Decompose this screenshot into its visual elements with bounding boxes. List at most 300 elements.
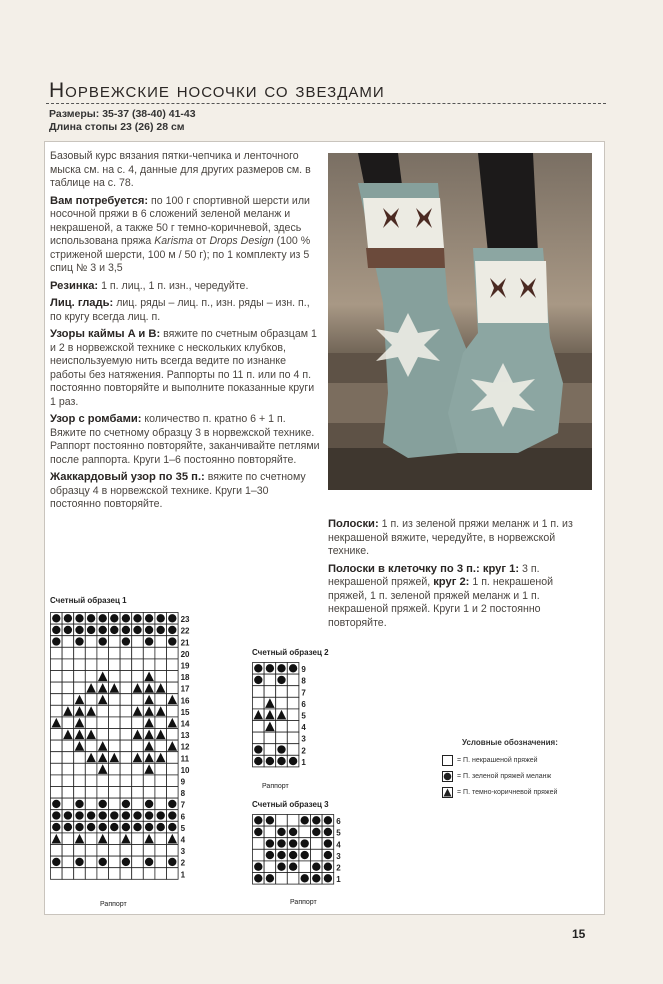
materials-text-a: по 100 г спортивной шерсти или носочной пряжи в 6 сложений зеленой меланж и некрашеной, а также 50 г темно-коричневой, здесь использована пряжа: [50, 194, 310, 247]
grid-cell: [109, 647, 121, 659]
row-number: 18: [180, 673, 190, 683]
grid-cell: [51, 752, 63, 764]
stripes-paragraph: [328, 518, 594, 559]
grid-cell: [132, 775, 144, 787]
border-paragraph: [50, 328, 320, 409]
grid-cell: [264, 744, 276, 756]
grid-cell: [97, 729, 109, 741]
row-number: 6: [301, 699, 306, 709]
dot-mark: [122, 858, 130, 866]
dot-mark: [52, 626, 60, 634]
grid-cell: [132, 636, 144, 648]
grid-cell: [85, 694, 97, 706]
jacquard-text: вяжите по счетному образцу 4 в норвежской технике. Круги 1–30 постоянно повторяйте.: [50, 471, 306, 510]
dot-mark: [301, 874, 309, 882]
page-number: 15: [572, 927, 586, 941]
dot-mark: [277, 851, 285, 859]
grid-cell: [109, 868, 121, 880]
grid-cell: [132, 740, 144, 752]
row-number: 8: [301, 676, 306, 686]
row-number: 4: [301, 723, 306, 733]
dot-mark: [289, 757, 297, 765]
grid-cell: [276, 815, 288, 827]
grid-cell: [85, 868, 97, 880]
legend-brown-text: = П. темно-коричневой пряжей: [457, 788, 558, 796]
grid-cell: [85, 659, 97, 671]
dot-mark: [145, 858, 153, 866]
grid-cell: [74, 775, 86, 787]
grid-cell: [132, 717, 144, 729]
grid-cell: [120, 671, 132, 683]
dot-mark: [289, 863, 297, 871]
dot-mark: [52, 823, 60, 831]
grid-cell: [85, 763, 97, 775]
check-text-b: 1 п. некрашеной пряжей, 1 п. зеленой пряжей меланж и 1 п. некрашеной пряжей. Круги 1 и 2 постоянно повторяйте.: [328, 576, 554, 629]
grid-cell: [155, 787, 167, 799]
dot-mark: [301, 816, 309, 824]
size-info: [49, 108, 196, 134]
grid-cell: [109, 659, 121, 671]
grid-cell: [51, 763, 63, 775]
dot-mark: [52, 800, 60, 808]
row-number: 3: [180, 847, 186, 857]
row-number: 1: [301, 757, 306, 767]
row-number: 12: [180, 742, 190, 752]
dot-mark: [157, 823, 165, 831]
dot-mark: [145, 637, 153, 645]
dot-mark: [266, 664, 274, 672]
grid-cell: [253, 849, 265, 861]
dot-mark: [277, 839, 285, 847]
grid-cell: [120, 647, 132, 659]
dot-mark: [168, 800, 176, 808]
dot-mark: [99, 811, 107, 819]
grid-cell: [62, 647, 74, 659]
diamond-label: Узор с ромбами:: [50, 413, 142, 425]
grid-cell: [85, 856, 97, 868]
stockinette-label: Лиц. гладь:: [50, 297, 114, 309]
dot-mark: [277, 828, 285, 836]
grid-cell: [155, 763, 167, 775]
grid-cell: [74, 752, 86, 764]
grid-cell: [74, 868, 86, 880]
row-number: 9: [180, 777, 186, 787]
dot-mark: [99, 626, 107, 634]
dot-mark: [277, 757, 285, 765]
grid-cell: [155, 636, 167, 648]
grid-cell: [155, 868, 167, 880]
grid-cell: [74, 682, 86, 694]
grid-cell: [62, 833, 74, 845]
grid-cell: [109, 636, 121, 648]
dot-mark: [75, 823, 83, 831]
grid-cell: [97, 775, 109, 787]
grid-cell: [62, 787, 74, 799]
grid-cell: [276, 686, 288, 698]
grid-cell: [120, 659, 132, 671]
grid-cell: [167, 752, 179, 764]
row-number: 6: [336, 817, 341, 827]
grid-cell: [287, 709, 299, 721]
legend: [442, 738, 602, 800]
grid-cell: [85, 717, 97, 729]
grid-cell: [62, 740, 74, 752]
grid-cell: [155, 798, 167, 810]
dot-mark: [145, 823, 153, 831]
dot-mark: [266, 874, 274, 882]
grid-cell: [109, 856, 121, 868]
grid-cell: [155, 717, 167, 729]
dot-mark: [254, 745, 262, 753]
grid-cell: [264, 674, 276, 686]
dot-mark: [110, 811, 118, 819]
row-number: 2: [336, 863, 341, 873]
grid-cell: [264, 861, 276, 873]
grid-cell: [109, 729, 121, 741]
chart3-title: Счетный образец 3: [252, 800, 329, 809]
dot-mark: [64, 811, 72, 819]
dot-mark: [254, 664, 262, 672]
grid-cell: [120, 775, 132, 787]
grid-cell: [51, 740, 63, 752]
row-number: 5: [180, 823, 186, 833]
dot-mark: [266, 851, 274, 859]
dot-mark: [99, 614, 107, 622]
check-label-2: круг 2:: [433, 576, 470, 588]
chart1-repeat-label: Раппорт: [100, 901, 127, 908]
grid-cell: [62, 775, 74, 787]
grid-cell: [62, 856, 74, 868]
grid-cell: [97, 659, 109, 671]
grid-cell: [287, 873, 299, 885]
dot-mark: [168, 614, 176, 622]
dot-mark: [64, 614, 72, 622]
dot-mark: [64, 626, 72, 634]
grid-cell: [51, 694, 63, 706]
dot-mark: [157, 626, 165, 634]
grid-cell: [85, 787, 97, 799]
sizes-line: Размеры: 35-37 (38-40) 41-43: [49, 108, 196, 120]
grid-cell: [132, 763, 144, 775]
grid-cell: [120, 740, 132, 752]
grid-cell: [287, 686, 299, 698]
grid-cell: [143, 659, 155, 671]
grid-cell: [132, 845, 144, 857]
legend-row-brown: [442, 784, 602, 800]
grid-cell: [167, 647, 179, 659]
grid-cell: [85, 671, 97, 683]
grid-cell: [109, 833, 121, 845]
grid-cell: [287, 697, 299, 709]
grid-cell: [62, 682, 74, 694]
grid-cell: [51, 845, 63, 857]
grid-cell: [167, 868, 179, 880]
grid-cell: [253, 838, 265, 850]
dot-mark: [122, 614, 130, 622]
grid-cell: [74, 647, 86, 659]
dot-mark: [324, 851, 332, 859]
dot-mark: [254, 828, 262, 836]
dot-mark: [133, 614, 141, 622]
grid-cell: [167, 775, 179, 787]
row-number: 4: [180, 835, 186, 845]
dot-mark: [168, 626, 176, 634]
grid-cell: [143, 787, 155, 799]
grid-cell: [287, 815, 299, 827]
row-number: 5: [336, 828, 341, 838]
dot-mark: [324, 816, 332, 824]
row-number: 22: [180, 626, 190, 636]
grid-cell: [155, 833, 167, 845]
grid-cell: [85, 647, 97, 659]
empty-square-icon: [442, 755, 453, 766]
row-number: 7: [301, 688, 306, 698]
dot-mark: [324, 863, 332, 871]
grid-cell: [51, 787, 63, 799]
dot-mark: [122, 637, 130, 645]
grid-cell: [167, 659, 179, 671]
grid-cell: [97, 647, 109, 659]
grid-cell: [276, 697, 288, 709]
grid-cell: [167, 682, 179, 694]
dot-mark: [122, 811, 130, 819]
dot-mark: [168, 858, 176, 866]
grid-cell: [85, 798, 97, 810]
row-number: 13: [180, 731, 190, 741]
grid-cell: [51, 705, 63, 717]
row-number: 16: [180, 696, 190, 706]
dot-mark: [168, 637, 176, 645]
dot-mark: [254, 863, 262, 871]
check-text-a: 3 п. некрашеной пряжей,: [328, 562, 540, 588]
grid-cell: [253, 721, 265, 733]
dot-mark: [122, 823, 130, 831]
grid-cell: [120, 868, 132, 880]
grid-cell: [62, 717, 74, 729]
dot-mark: [52, 614, 60, 622]
row-number: 23: [180, 615, 190, 625]
grid-cell: [51, 682, 63, 694]
legend-row-green: [442, 768, 602, 784]
grid-cell: [74, 845, 86, 857]
stripes-label: Полоски:: [328, 518, 379, 530]
grid-cell: [51, 775, 63, 787]
grid-cell: [253, 697, 265, 709]
grid-cell: [276, 721, 288, 733]
grid-cell: [62, 659, 74, 671]
dot-mark: [145, 811, 153, 819]
dot-mark: [145, 614, 153, 622]
foot-length-line: Длина стопы 23 (26) 28 см: [49, 121, 185, 133]
chart2-repeat-label: Раппорт: [262, 783, 289, 790]
grid-cell: [51, 659, 63, 671]
yarn-name: Karisma: [154, 235, 194, 247]
dot-mark: [266, 757, 274, 765]
grid-cell: [62, 694, 74, 706]
dot-mark: [75, 637, 83, 645]
diamond-text: количество п. кратно 6 + 1 п. Вяжите по счетному образцу 3 в норвежской технике. Раппорт постоянно повторяйте, заканчивайте петлями после раппорта. Круги 1–6 постоянно повторяйте.: [50, 413, 320, 466]
row-number: 7: [180, 800, 186, 810]
dot-mark: [289, 839, 297, 847]
dot-mark: [99, 800, 107, 808]
dot-mark: [254, 816, 262, 824]
dot-mark: [266, 839, 274, 847]
grid-cell: [167, 787, 179, 799]
grid-cell: [97, 787, 109, 799]
chart2-grid: [252, 662, 322, 792]
row-number: 5: [301, 711, 306, 721]
grid-cell: [132, 868, 144, 880]
row-number: 10: [180, 765, 190, 775]
grid-cell: [120, 682, 132, 694]
grid-cell: [51, 868, 63, 880]
border-text: вяжите по счетным образцам 1 и 2 в норвежской технике с нескольких клубков, неиспользуемую нить всегда ведите по изнанке работы без натяжения. Раппорты по 11 п. или по 4 п. постоянно повторяйте и выполните показанные круги 1 раз.: [50, 328, 317, 408]
grid-cell: [51, 671, 63, 683]
stockinette-paragraph: [50, 297, 320, 324]
dot-mark: [301, 851, 309, 859]
dot-mark: [87, 626, 95, 634]
dot-mark: [312, 816, 320, 824]
grid-cell: [276, 732, 288, 744]
grid-cell: [143, 868, 155, 880]
row-number: 9: [301, 665, 306, 675]
dot-square-icon: [442, 771, 453, 782]
grid-cell: [311, 838, 323, 850]
grid-cell: [85, 636, 97, 648]
grid-cell: [109, 694, 121, 706]
grid-cell: [132, 659, 144, 671]
stockinette-text: лиц. ряды – лиц. п., изн. ряды – изн. п., по кругу всегда лиц. п.: [50, 297, 310, 323]
dot-mark: [52, 811, 60, 819]
legend-green-text: = П. зеленой пряжей меланж: [457, 772, 552, 780]
row-number: 20: [180, 649, 190, 659]
grid-cell: [120, 763, 132, 775]
grid-cell: [120, 694, 132, 706]
grid-cell: [109, 787, 121, 799]
dot-mark: [133, 626, 141, 634]
dot-mark: [157, 614, 165, 622]
grid-cell: [120, 845, 132, 857]
dot-mark: [145, 800, 153, 808]
row-number: 14: [180, 719, 190, 729]
jacquard-paragraph: [50, 471, 320, 512]
grid-cell: [109, 671, 121, 683]
row-number: 2: [301, 746, 306, 756]
grid-cell: [74, 763, 86, 775]
dot-mark: [289, 851, 297, 859]
dot-mark: [75, 614, 83, 622]
grid-cell: [253, 732, 265, 744]
dot-mark: [99, 858, 107, 866]
row-number: 1: [336, 875, 341, 885]
dot-mark: [277, 863, 285, 871]
triangle-square-icon: [442, 787, 453, 798]
grid-cell: [62, 671, 74, 683]
dot-mark: [133, 823, 141, 831]
row-number: 17: [180, 684, 190, 694]
materials-label: Вам потребуется:: [50, 194, 149, 207]
grid-cell: [51, 647, 63, 659]
legend-title: Условные обозначения:: [462, 738, 558, 747]
grid-cell: [132, 833, 144, 845]
dot-mark: [75, 626, 83, 634]
dot-mark: [324, 828, 332, 836]
grid-cell: [120, 729, 132, 741]
row-number: 3: [301, 734, 306, 744]
grid-cell: [85, 833, 97, 845]
rib-label: Резинка:: [50, 279, 99, 292]
grid-cell: [167, 763, 179, 775]
dot-mark: [254, 874, 262, 882]
row-number: 6: [180, 812, 186, 822]
grid-cell: [155, 671, 167, 683]
grid-cell: [62, 868, 74, 880]
grid-cell: [132, 671, 144, 683]
grid-cell: [299, 826, 311, 838]
grid-cell: [167, 845, 179, 857]
grid-cell: [85, 845, 97, 857]
brand-name: Drops Design: [209, 235, 274, 247]
grid-cell: [109, 705, 121, 717]
grid-cell: [311, 849, 323, 861]
stripes-text: 1 п. из зеленой пряжи меланж и 1 п. из некрашеной вяжите, чередуйте, в норвежской технике.: [328, 518, 573, 557]
chart2-title: Счетный образец 2: [252, 648, 329, 657]
row-number: 4: [336, 840, 341, 850]
dot-mark: [157, 811, 165, 819]
legend-row-cream: [442, 752, 602, 768]
check-label: Полоски в клеточку по 3 п.: круг 1:: [328, 562, 520, 575]
dot-mark: [168, 811, 176, 819]
jacquard-label: Жаккардовый узор по 35 п.:: [50, 471, 205, 483]
dot-mark: [64, 823, 72, 831]
grid-cell: [287, 732, 299, 744]
grid-cell: [85, 775, 97, 787]
grid-cell: [132, 647, 144, 659]
grid-cell: [97, 705, 109, 717]
dot-mark: [289, 828, 297, 836]
grid-cell: [109, 775, 121, 787]
grid-cell: [264, 732, 276, 744]
chart3-repeat-label: Раппорт: [290, 899, 317, 906]
grid-cell: [167, 729, 179, 741]
grid-cell: [276, 873, 288, 885]
dot-mark: [122, 626, 130, 634]
legend-cream-text: = П. некрашеной пряжей: [457, 756, 538, 764]
grid-cell: [132, 694, 144, 706]
dot-mark: [87, 614, 95, 622]
grid-cell: [155, 659, 167, 671]
dot-mark: [110, 614, 118, 622]
materials-text-b: от: [193, 235, 210, 247]
dot-mark: [324, 874, 332, 882]
grid-cell: [132, 798, 144, 810]
dot-mark: [312, 874, 320, 882]
grid-cell: [155, 845, 167, 857]
grid-cell: [62, 763, 74, 775]
grid-cell: [109, 717, 121, 729]
grid-cell: [167, 671, 179, 683]
title-divider: [46, 103, 606, 104]
dot-mark: [277, 745, 285, 753]
dot-mark: [289, 664, 297, 672]
grid-cell: [287, 674, 299, 686]
dot-mark: [87, 811, 95, 819]
dot-mark: [133, 811, 141, 819]
grid-cell: [97, 868, 109, 880]
grid-cell: [97, 717, 109, 729]
dot-mark: [52, 637, 60, 645]
page-title: Норвежские носочки со звездами: [49, 79, 385, 102]
